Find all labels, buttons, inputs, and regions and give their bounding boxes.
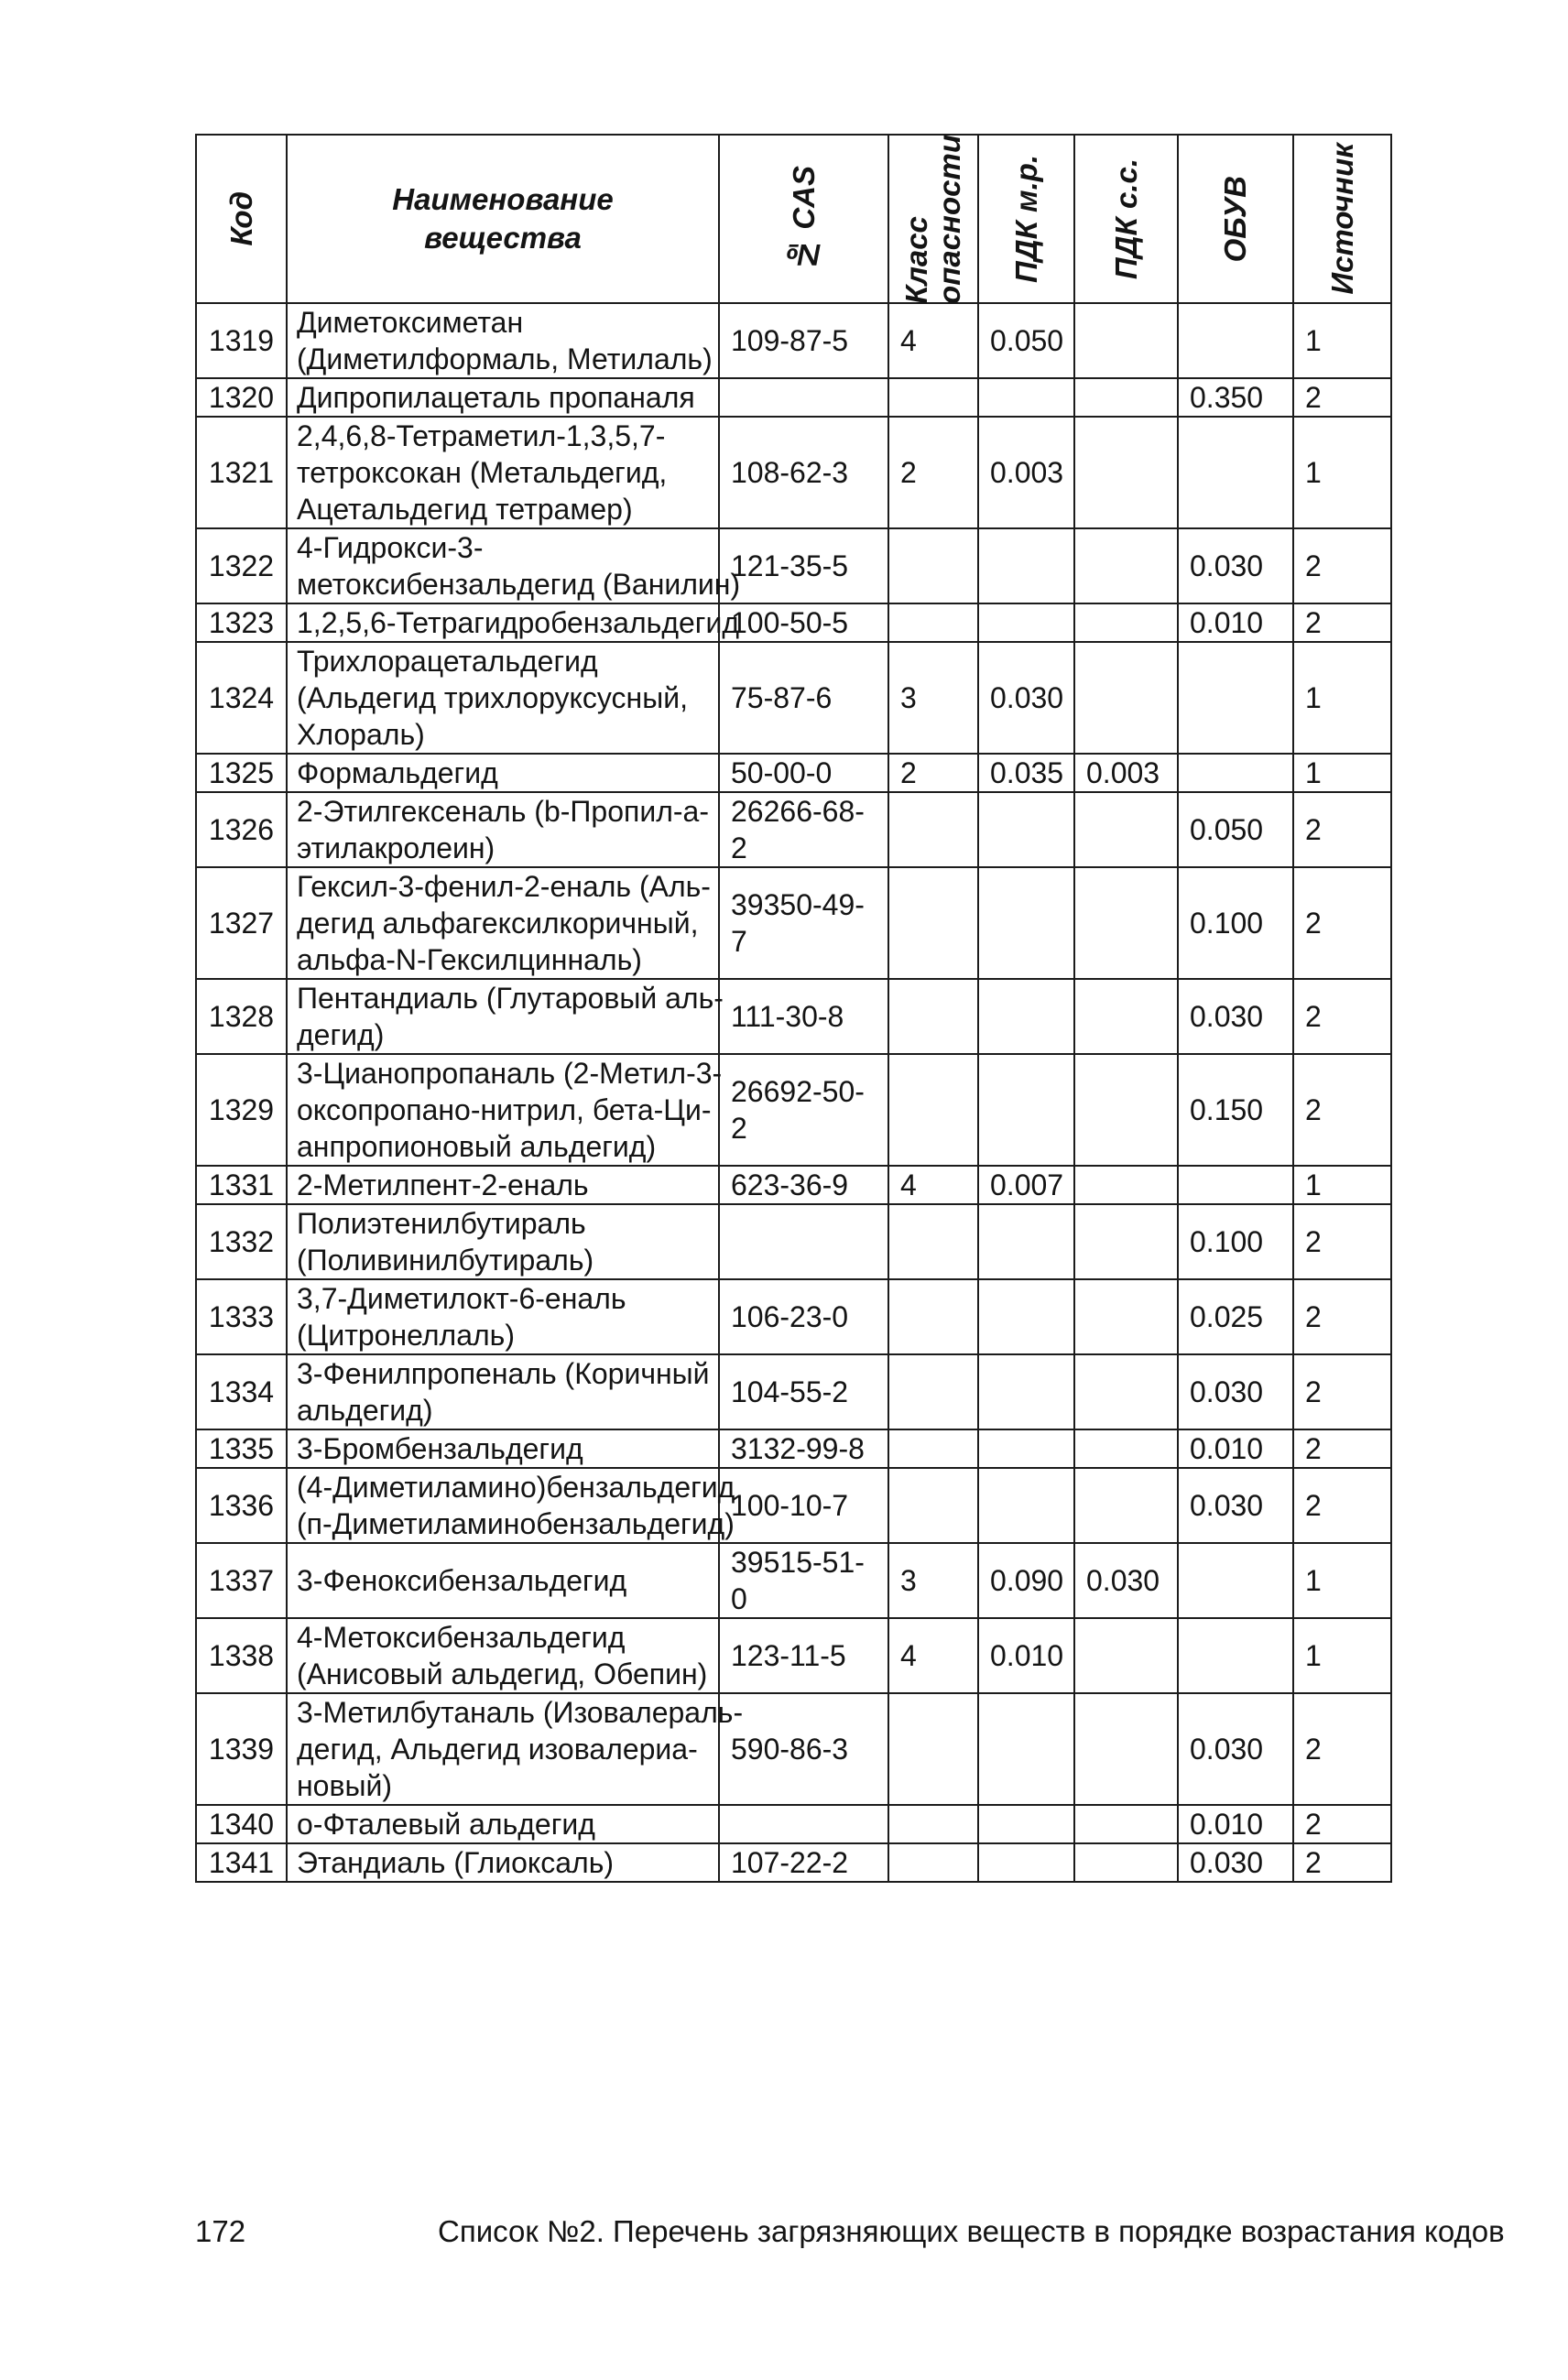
cell-source: 2 <box>1293 1843 1391 1882</box>
cell-pdk-mr: 0.090 <box>978 1543 1074 1618</box>
cell-hazard-class: 4 <box>888 303 978 378</box>
cell-pdk-mr <box>978 1693 1074 1805</box>
table-header-row <box>196 135 1391 303</box>
cell-pdk-ss: 0.003 <box>1074 754 1178 792</box>
cell-hazard-class <box>888 1279 978 1354</box>
cell-pdk-ss <box>1074 979 1178 1054</box>
cell-name: 3-Цианопропаналь (2-Метил-3- оксопропано-нитрил, бета-Ци- анпропионовый альдегид) <box>287 1054 719 1166</box>
table-row <box>196 792 1391 867</box>
header-source: Источник <box>1293 135 1391 303</box>
table-row <box>196 1354 1391 1429</box>
header-obuv: ОБУВ <box>1178 135 1293 303</box>
cell-pdk-mr <box>978 528 1074 603</box>
table-row <box>196 378 1391 417</box>
cell-obuv: 0.010 <box>1178 603 1293 642</box>
cell-pdk-mr: 0.007 <box>978 1166 1074 1204</box>
cell-pdk-mr <box>978 1805 1074 1843</box>
cell-name: 3-Феноксибензальдегид <box>287 1543 719 1618</box>
cell-cas: 50-00-0 <box>719 754 888 792</box>
cell-cas <box>719 1805 888 1843</box>
table-row <box>196 1618 1391 1693</box>
cell-code: 1337 <box>196 1543 287 1618</box>
cell-hazard-class: 2 <box>888 417 978 528</box>
cell-code: 1341 <box>196 1843 287 1882</box>
cell-code: 1334 <box>196 1354 287 1429</box>
cell-hazard-class <box>888 1693 978 1805</box>
table-row <box>196 1166 1391 1204</box>
cell-pdk-ss <box>1074 1354 1178 1429</box>
cell-obuv: 0.010 <box>1178 1805 1293 1843</box>
substances-table <box>195 134 1392 1883</box>
cell-code: 1324 <box>196 642 287 754</box>
cell-obuv <box>1178 642 1293 754</box>
cell-pdk-ss <box>1074 603 1178 642</box>
running-footer-title: Список №2. Перечень загрязняющих веществ в порядке возрастания кодов <box>438 2214 1505 2248</box>
cell-hazard-class: 4 <box>888 1618 978 1693</box>
cell-pdk-ss <box>1074 378 1178 417</box>
cell-cas: 623-36-9 <box>719 1166 888 1204</box>
table-row <box>196 303 1391 378</box>
cell-source: 2 <box>1293 1429 1391 1468</box>
cell-pdk-ss <box>1074 1054 1178 1166</box>
cell-source: 1 <box>1293 1618 1391 1693</box>
cell-source: 2 <box>1293 1279 1391 1354</box>
cell-source: 2 <box>1293 603 1391 642</box>
cell-pdk-mr <box>978 378 1074 417</box>
cell-hazard-class <box>888 603 978 642</box>
cell-cas: 107-22-2 <box>719 1843 888 1882</box>
cell-code: 1335 <box>196 1429 287 1468</box>
cell-pdk-mr <box>978 867 1074 979</box>
cell-pdk-ss <box>1074 417 1178 528</box>
table-row <box>196 1543 1391 1618</box>
cell-name: 3-Метилбутаналь (Изовалераль- дегид, Альдегид изовалериа- новый) <box>287 1693 719 1805</box>
cell-cas: 123-11-5 <box>719 1618 888 1693</box>
cell-pdk-ss <box>1074 1204 1178 1279</box>
cell-cas: 590-86-3 <box>719 1693 888 1805</box>
cell-cas: 26266-68-2 <box>719 792 888 867</box>
cell-pdk-ss <box>1074 1618 1178 1693</box>
cell-obuv: 0.030 <box>1178 1468 1293 1543</box>
cell-obuv <box>1178 417 1293 528</box>
cell-code: 1327 <box>196 867 287 979</box>
cell-pdk-ss <box>1074 1429 1178 1468</box>
cell-obuv: 0.030 <box>1178 528 1293 603</box>
cell-cas <box>719 1204 888 1279</box>
cell-hazard-class <box>888 1468 978 1543</box>
cell-name: 1,2,5,6-Тетрагидробензальдегид <box>287 603 719 642</box>
cell-pdk-mr <box>978 1204 1074 1279</box>
cell-code: 1340 <box>196 1805 287 1843</box>
cell-pdk-mr: 0.030 <box>978 642 1074 754</box>
cell-pdk-mr: 0.035 <box>978 754 1074 792</box>
cell-cas: 39350-49-7 <box>719 867 888 979</box>
cell-pdk-ss <box>1074 1843 1178 1882</box>
table-row <box>196 1693 1391 1805</box>
page-number: 172 <box>195 2214 246 2248</box>
cell-obuv: 0.030 <box>1178 979 1293 1054</box>
cell-name: 4-Гидрокси-3- метоксибензальдегид (Ванилин) <box>287 528 719 603</box>
cell-cas: 100-50-5 <box>719 603 888 642</box>
cell-name: Гексил-3-фенил-2-еналь (Аль- дегид альфагексилкоричный, альфа-N-Гексилцинналь) <box>287 867 719 979</box>
cell-source: 2 <box>1293 1468 1391 1543</box>
cell-code: 1326 <box>196 792 287 867</box>
cell-cas: 100-10-7 <box>719 1468 888 1543</box>
cell-pdk-mr <box>978 603 1074 642</box>
cell-hazard-class: 4 <box>888 1166 978 1204</box>
cell-obuv: 0.030 <box>1178 1693 1293 1805</box>
cell-code: 1339 <box>196 1693 287 1805</box>
cell-hazard-class <box>888 1204 978 1279</box>
cell-name: Формальдегид <box>287 754 719 792</box>
cell-obuv <box>1178 754 1293 792</box>
table-row <box>196 979 1391 1054</box>
cell-hazard-class <box>888 378 978 417</box>
cell-source: 2 <box>1293 528 1391 603</box>
cell-name: 3,7-Диметилокт-6-еналь (Цитронеллаль) <box>287 1279 719 1354</box>
cell-source: 2 <box>1293 792 1391 867</box>
cell-obuv <box>1178 303 1293 378</box>
cell-name: 2,4,6,8-Тетраметил-1,3,5,7- тетроксокан (Метальдегид, Ацетальдегид тетрамер) <box>287 417 719 528</box>
table-row <box>196 528 1391 603</box>
cell-source: 1 <box>1293 642 1391 754</box>
cell-obuv: 0.150 <box>1178 1054 1293 1166</box>
header-cas: № CAS <box>719 135 888 303</box>
cell-pdk-mr <box>978 1279 1074 1354</box>
cell-cas: 108-62-3 <box>719 417 888 528</box>
cell-code: 1328 <box>196 979 287 1054</box>
cell-pdk-ss <box>1074 1805 1178 1843</box>
cell-source: 1 <box>1293 1543 1391 1618</box>
cell-code: 1338 <box>196 1618 287 1693</box>
cell-source: 2 <box>1293 1204 1391 1279</box>
cell-code: 1323 <box>196 603 287 642</box>
header-code: Код <box>196 135 287 303</box>
header-hazard-class: Класс опасности <box>888 135 978 303</box>
cell-source: 1 <box>1293 417 1391 528</box>
cell-pdk-ss <box>1074 792 1178 867</box>
header-pdk-mr: ПДК м.р. <box>978 135 1074 303</box>
cell-hazard-class <box>888 528 978 603</box>
cell-name: Диметоксиметан (Диметилформаль, Метилаль) <box>287 303 719 378</box>
cell-cas: 104-55-2 <box>719 1354 888 1429</box>
cell-pdk-mr: 0.003 <box>978 417 1074 528</box>
cell-pdk-mr <box>978 1429 1074 1468</box>
cell-pdk-ss <box>1074 1468 1178 1543</box>
table-row <box>196 642 1391 754</box>
cell-obuv: 0.030 <box>1178 1843 1293 1882</box>
header-pdk-ss: ПДК с.с. <box>1074 135 1178 303</box>
cell-source: 1 <box>1293 754 1391 792</box>
cell-pdk-ss <box>1074 1279 1178 1354</box>
cell-obuv: 0.030 <box>1178 1354 1293 1429</box>
cell-cas: 106-23-0 <box>719 1279 888 1354</box>
cell-obuv <box>1178 1166 1293 1204</box>
cell-name: о-Фталевый альдегид <box>287 1805 719 1843</box>
cell-code: 1321 <box>196 417 287 528</box>
cell-hazard-class: 2 <box>888 754 978 792</box>
cell-hazard-class <box>888 867 978 979</box>
table-row <box>196 754 1391 792</box>
cell-name: 2-Этилгексеналь (b-Пропил-a- этилакролеин) <box>287 792 719 867</box>
cell-hazard-class: 3 <box>888 1543 978 1618</box>
table-row <box>196 1279 1391 1354</box>
cell-code: 1325 <box>196 754 287 792</box>
cell-hazard-class <box>888 1054 978 1166</box>
cell-obuv: 0.100 <box>1178 1204 1293 1279</box>
cell-hazard-class <box>888 1429 978 1468</box>
cell-pdk-mr: 0.050 <box>978 303 1074 378</box>
cell-source: 2 <box>1293 1805 1391 1843</box>
cell-code: 1329 <box>196 1054 287 1166</box>
table-row <box>196 1468 1391 1543</box>
cell-obuv: 0.050 <box>1178 792 1293 867</box>
cell-cas: 3132-99-8 <box>719 1429 888 1468</box>
cell-pdk-mr <box>978 1468 1074 1543</box>
cell-pdk-ss <box>1074 1693 1178 1805</box>
table-row <box>196 1805 1391 1843</box>
cell-name: 2-Метилпент-2-еналь <box>287 1166 719 1204</box>
cell-pdk-ss <box>1074 1166 1178 1204</box>
cell-cas: 39515-51-0 <box>719 1543 888 1618</box>
cell-pdk-ss <box>1074 528 1178 603</box>
cell-pdk-ss <box>1074 867 1178 979</box>
table-row <box>196 1054 1391 1166</box>
cell-source: 2 <box>1293 378 1391 417</box>
cell-name: 3-Бромбензальдегид <box>287 1429 719 1468</box>
cell-obuv <box>1178 1618 1293 1693</box>
cell-name: Дипропилацеталь пропаналя <box>287 378 719 417</box>
cell-name: Трихлорацетальдегид (Альдегид трихлоруксусный, Хлораль) <box>287 642 719 754</box>
table-row <box>196 867 1391 979</box>
cell-pdk-ss <box>1074 303 1178 378</box>
cell-source: 2 <box>1293 1354 1391 1429</box>
cell-pdk-mr <box>978 1054 1074 1166</box>
table-row <box>196 1843 1391 1882</box>
table-row <box>196 603 1391 642</box>
cell-code: 1332 <box>196 1204 287 1279</box>
cell-code: 1336 <box>196 1468 287 1543</box>
cell-name: (4-Диметиламино)бензальдегид (п-Диметиламинобензальдегид) <box>287 1468 719 1543</box>
cell-hazard-class <box>888 1843 978 1882</box>
cell-cas: 111-30-8 <box>719 979 888 1054</box>
cell-pdk-mr <box>978 1354 1074 1429</box>
table-row <box>196 1204 1391 1279</box>
cell-obuv: 0.350 <box>1178 378 1293 417</box>
cell-source: 2 <box>1293 979 1391 1054</box>
cell-source: 1 <box>1293 303 1391 378</box>
cell-hazard-class <box>888 792 978 867</box>
cell-source: 2 <box>1293 1693 1391 1805</box>
cell-source: 2 <box>1293 867 1391 979</box>
cell-obuv: 0.010 <box>1178 1429 1293 1468</box>
cell-obuv: 0.100 <box>1178 867 1293 979</box>
cell-name: 3-Фенилпропеналь (Коричный альдегид) <box>287 1354 719 1429</box>
header-name: Наименование вещества <box>287 135 719 303</box>
cell-code: 1319 <box>196 303 287 378</box>
cell-cas: 75-87-6 <box>719 642 888 754</box>
cell-pdk-mr <box>978 792 1074 867</box>
cell-hazard-class: 3 <box>888 642 978 754</box>
cell-name: 4-Метоксибензальдегид (Анисовый альдегид, Обепин) <box>287 1618 719 1693</box>
cell-cas: 109-87-5 <box>719 303 888 378</box>
cell-cas <box>719 378 888 417</box>
cell-pdk-ss: 0.030 <box>1074 1543 1178 1618</box>
cell-hazard-class <box>888 1354 978 1429</box>
cell-pdk-mr <box>978 1843 1074 1882</box>
cell-cas: 26692-50-2 <box>719 1054 888 1166</box>
table-row <box>196 417 1391 528</box>
cell-name: Этандиаль (Глиоксаль) <box>287 1843 719 1882</box>
cell-obuv <box>1178 1543 1293 1618</box>
cell-source: 1 <box>1293 1166 1391 1204</box>
cell-code: 1333 <box>196 1279 287 1354</box>
cell-source: 2 <box>1293 1054 1391 1166</box>
cell-code: 1331 <box>196 1166 287 1204</box>
cell-name: Полиэтенилбутираль (Поливинилбутираль) <box>287 1204 719 1279</box>
cell-obuv: 0.025 <box>1178 1279 1293 1354</box>
cell-cas: 121-35-5 <box>719 528 888 603</box>
cell-pdk-mr <box>978 979 1074 1054</box>
table-row <box>196 1429 1391 1468</box>
cell-pdk-mr: 0.010 <box>978 1618 1074 1693</box>
cell-hazard-class <box>888 1805 978 1843</box>
cell-hazard-class <box>888 979 978 1054</box>
cell-code: 1320 <box>196 378 287 417</box>
table-body <box>196 303 1391 1882</box>
cell-pdk-ss <box>1074 642 1178 754</box>
cell-name: Пентандиаль (Глутаровый аль- дегид) <box>287 979 719 1054</box>
cell-code: 1322 <box>196 528 287 603</box>
